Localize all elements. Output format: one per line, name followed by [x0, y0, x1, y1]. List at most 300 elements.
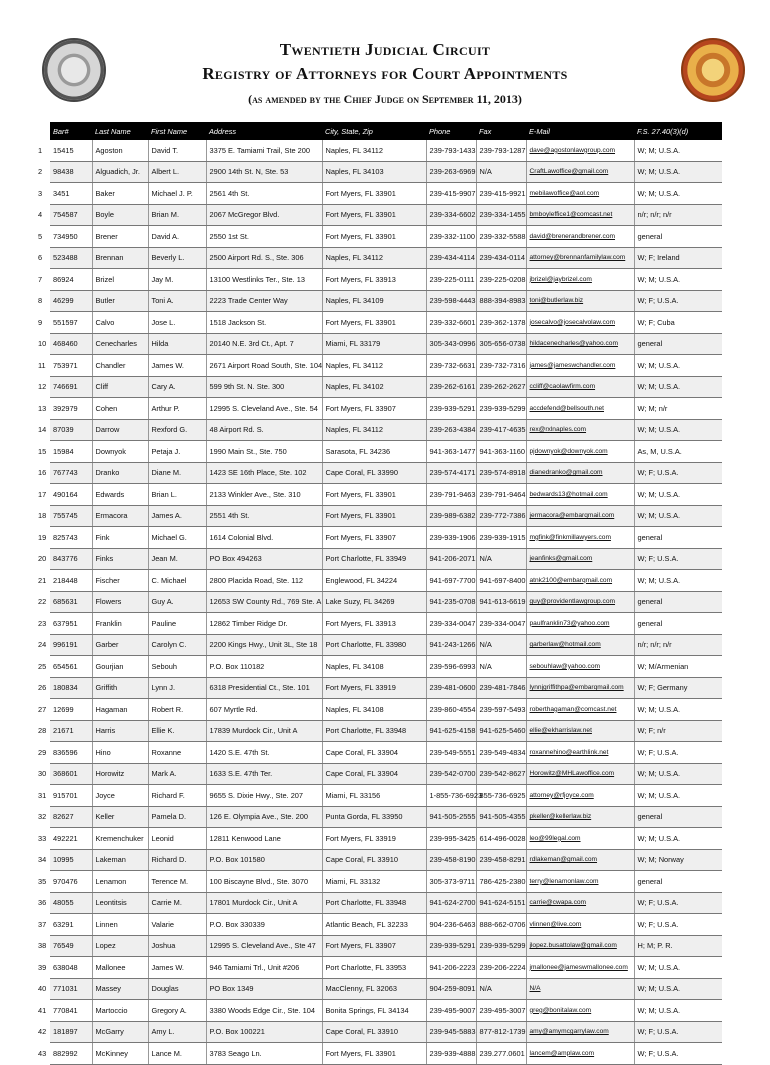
table-cell: 20140 N.E. 3rd Ct., Apt. 7 [206, 333, 322, 355]
table-cell: 3 3451 [50, 183, 92, 205]
table-cell: Naples, FL 34108 [322, 656, 426, 678]
table-cell: Jay M. [148, 269, 206, 291]
email-link[interactable]: rex@rxlnaples.com [526, 419, 634, 441]
table-row [50, 398, 722, 420]
table-cell: 39 638048 [50, 957, 92, 979]
table-cell: W; M; U.S.A. [634, 1000, 722, 1022]
table-cell: Butler [92, 290, 148, 312]
table-cell: Kremenchuker [92, 828, 148, 850]
row-number: 36 [38, 898, 47, 908]
column-header: First Name [148, 122, 206, 140]
table-cell: 2 98438 [50, 161, 92, 183]
table-cell: Dranko [92, 462, 148, 484]
table-cell: 239-334-0047 [426, 613, 476, 635]
table-cell: 786-425-2380 [476, 871, 526, 893]
table-cell: Harris [92, 720, 148, 742]
table-cell: 16 767743 [50, 462, 92, 484]
table-cell: 2551 4th St. [206, 505, 322, 527]
row-number: 42 [38, 1027, 47, 1037]
table-cell: general [634, 613, 722, 635]
email-link[interactable]: attorney@rfjoyce.com [526, 785, 634, 807]
table-cell: 1990 Main St., Ste. 750 [206, 441, 322, 463]
table-cell: 239-549-5551 [426, 742, 476, 764]
table-cell: 9655 S. Dixie Hwy., Ste. 207 [206, 785, 322, 807]
row-number: 22 [38, 597, 47, 607]
email-link[interactable]: terry@lenamonlaw.com [526, 871, 634, 893]
email-link[interactable]: dianedranko@gmail.com [526, 462, 634, 484]
email-link[interactable]: bmboyleffice1@comcast.net [526, 204, 634, 226]
table-row [50, 376, 722, 398]
email-link[interactable]: mgfink@finkmillawyers.com [526, 527, 634, 549]
table-cell: 239-791-9463 [426, 484, 476, 506]
email-link[interactable]: lancem@amplaw.com [526, 1043, 634, 1065]
table-cell: 941-624-2700 [426, 892, 476, 914]
table-cell: 239-542-0700 [426, 763, 476, 785]
table-cell: 41 770841 [50, 1000, 92, 1022]
table-cell: W; F; Ireland [634, 247, 722, 269]
table-cell: 2500 Airport Rd. S., Ste. 306 [206, 247, 322, 269]
table-cell: 239-334-6602 [426, 204, 476, 226]
table-cell: Finks [92, 548, 148, 570]
table-cell: Fort Myers, FL 33901 [322, 505, 426, 527]
table-cell: 239.277.0601 [476, 1043, 526, 1065]
email-link[interactable]: jeanfinks@gmail.com [526, 548, 634, 570]
email-link[interactable]: bedwards13@hotmail.com [526, 484, 634, 506]
table-cell: W; F; U.S.A. [634, 462, 722, 484]
table-cell: Fort Myers, FL 33901 [322, 226, 426, 248]
table-row [50, 677, 722, 699]
row-number: 31 [38, 790, 47, 800]
table-cell: 33 492221 [50, 828, 92, 850]
table-row [50, 849, 722, 871]
table-row [50, 269, 722, 291]
table-row [50, 656, 722, 678]
email-link[interactable]: vlinnen@live.com [526, 914, 634, 936]
table-cell: n/r; n/r; n/r [634, 204, 722, 226]
table-cell: 239-362-1378 [476, 312, 526, 334]
row-number: 14 [38, 425, 47, 435]
table-row [50, 1021, 722, 1043]
table-cell: 126 E. Olympia Ave., Ste. 200 [206, 806, 322, 828]
table-cell: 8 46299 [50, 290, 92, 312]
table-cell: 10 468460 [50, 333, 92, 355]
table-cell: Albert L. [148, 161, 206, 183]
table-cell: 1518 Jackson St. [206, 312, 322, 334]
table-cell: 941-697-8400 [476, 570, 526, 592]
table-cell: Keller [92, 806, 148, 828]
table-cell: Cliff [92, 376, 148, 398]
row-number: 18 [38, 511, 47, 521]
table-cell: 239-495-9007 [426, 1000, 476, 1022]
table-cell: Port Charlotte, FL 33948 [322, 720, 426, 742]
table-cell: Bonita Springs, FL 34134 [322, 1000, 426, 1022]
table-cell: H; M; P. R. [634, 935, 722, 957]
column-header: E-Mail [526, 122, 634, 140]
table-cell: Brennan [92, 247, 148, 269]
row-number: 39 [38, 962, 47, 972]
table-cell: 20 843776 [50, 548, 92, 570]
table-cell: Chandler [92, 355, 148, 377]
table-cell: P.O. Box 101580 [206, 849, 322, 871]
table-cell: Calvo [92, 312, 148, 334]
table-cell: Atlantic Beach, FL 32233 [322, 914, 426, 936]
email-link[interactable]: leo@99legal.com [526, 828, 634, 850]
table-cell: N/A [476, 161, 526, 183]
table-cell: 13 392979 [50, 398, 92, 420]
table-row [50, 355, 722, 377]
table-cell: Massey [92, 978, 148, 1000]
table-cell: Lenamon [92, 871, 148, 893]
table-cell: 25 654561 [50, 656, 92, 678]
column-header: Address [206, 122, 322, 140]
table-cell: Naples, FL 34108 [322, 699, 426, 721]
table-cell: Flowers [92, 591, 148, 613]
table-cell: Fort Myers, FL 33901 [322, 312, 426, 334]
table-cell: 12 746691 [50, 376, 92, 398]
table-cell: 18 755745 [50, 505, 92, 527]
title-line-2: Registry of Attorneys for Court Appointments [202, 64, 568, 83]
table-row [50, 763, 722, 785]
row-number: 20 [38, 554, 47, 564]
table-cell: 239-415-9907 [426, 183, 476, 205]
table-cell: 17801 Murdock Cir., Unit A [206, 892, 322, 914]
table-cell: 30 368601 [50, 763, 92, 785]
table-cell: Hilda [148, 333, 206, 355]
table-cell: 941-505-2555 [426, 806, 476, 828]
column-header: City, State, Zip [322, 122, 426, 140]
table-cell: Fort Myers, FL 33901 [322, 183, 426, 205]
table-cell: Pamela D. [148, 806, 206, 828]
table-cell: Fort Myers, FL 33913 [322, 269, 426, 291]
table-cell: Brener [92, 226, 148, 248]
email-link[interactable]: atnk2100@embarqmail.com [526, 570, 634, 592]
table-cell: W; F; U.S.A. [634, 1043, 722, 1065]
table-cell: Richard F. [148, 785, 206, 807]
table-cell: 855-736-6925 [476, 785, 526, 807]
table-cell: 2067 McGregor Blvd. [206, 204, 322, 226]
table-cell: general [634, 806, 722, 828]
table-cell: 4 754587 [50, 204, 92, 226]
email-link[interactable]: paulfranklin73@yahoo.com [526, 613, 634, 635]
table-cell: 305-656-0738 [476, 333, 526, 355]
row-number: 4 [38, 210, 43, 220]
table-cell: 239-939-4888 [426, 1043, 476, 1065]
table-cell: 19 825743 [50, 527, 92, 549]
table-cell: 2900 14th St. N, Ste. 53 [206, 161, 322, 183]
table-cell: 17839 Murdock Cir., Unit A [206, 720, 322, 742]
table-cell: 2800 Placida Road, Ste. 112 [206, 570, 322, 592]
row-number: 37 [38, 919, 47, 929]
table-cell: Guy A. [148, 591, 206, 613]
table-cell: 239-225-0111 [426, 269, 476, 291]
table-cell: Cenecharles [92, 333, 148, 355]
email-link[interactable]: Horowitz@MHLawoffice.com [526, 763, 634, 785]
table-cell: 239-458-8190 [426, 849, 476, 871]
table-cell: 239-598-4443 [426, 290, 476, 312]
table-cell: W; M; U.S.A. [634, 505, 722, 527]
table-cell: James A. [148, 505, 206, 527]
table-cell: 37 63291 [50, 914, 92, 936]
table-cell: 239-206-2224 [476, 957, 526, 979]
table-row [50, 505, 722, 527]
table-cell: Cape Coral, FL 33904 [322, 763, 426, 785]
table-cell: 6318 Presidential Ct., Ste. 101 [206, 677, 322, 699]
email-link[interactable]: greg@bonitalaw.com [526, 1000, 634, 1022]
table-cell: 3375 E. Tamiami Trail, Ste 200 [206, 140, 322, 161]
email-link[interactable]: ellie@ekharrislaw.net [526, 720, 634, 742]
table-cell: Brizel [92, 269, 148, 291]
table-cell: Jean M. [148, 548, 206, 570]
table-cell: 100 Biscayne Blvd., Ste. 3070 [206, 871, 322, 893]
email-link[interactable]: jmallonee@jameswmallonee.com [526, 957, 634, 979]
table-cell: W; M; U.S.A. [634, 183, 722, 205]
table-cell: Joyce [92, 785, 148, 807]
table-cell: W; F; U.S.A. [634, 1021, 722, 1043]
row-number: 35 [38, 876, 47, 886]
table-cell: Leonid [148, 828, 206, 850]
email-link[interactable]: james@jameswchandler.com [526, 355, 634, 377]
row-number: 40 [38, 984, 47, 994]
table-cell: Fort Myers, FL 33919 [322, 677, 426, 699]
row-number: 23 [38, 618, 47, 628]
row-number: 13 [38, 403, 47, 413]
row-number: 11 [38, 360, 46, 370]
email-link[interactable]: roberthagaman@comcast.net [526, 699, 634, 721]
email-link[interactable]: roxannehino@earthlink.net [526, 742, 634, 764]
table-cell: 239-262-2627 [476, 376, 526, 398]
email-link[interactable]: jermacora@embarqmail.com [526, 505, 634, 527]
table-row [50, 333, 722, 355]
table-cell: Hino [92, 742, 148, 764]
row-number: 34 [38, 855, 47, 865]
table-cell: 946 Tamiami Trl., Unit #206 [206, 957, 322, 979]
table-row [50, 548, 722, 570]
table-cell: 31 915701 [50, 785, 92, 807]
table-cell: W; M; U.S.A. [634, 699, 722, 721]
row-number: 17 [38, 489, 47, 499]
email-link[interactable]: guy@providentlawgroup.com [526, 591, 634, 613]
email-link[interactable]: N/A [526, 978, 634, 1000]
table-cell: 17 490164 [50, 484, 92, 506]
table-cell: 1 15415 [50, 140, 92, 161]
table-cell: W; M; U.S.A. [634, 785, 722, 807]
table-header-row [50, 122, 722, 140]
table-cell: 239-939-5291 [426, 398, 476, 420]
table-row [50, 806, 722, 828]
table-row [50, 462, 722, 484]
table-cell: 239-542-8627 [476, 763, 526, 785]
table-cell: 48 Airport Rd. S. [206, 419, 322, 441]
table-row [50, 699, 722, 721]
table-cell: 888-662-0706 [476, 914, 526, 936]
table-cell: 239-989-6382 [426, 505, 476, 527]
email-link[interactable]: david@brenerandbrener.com [526, 226, 634, 248]
email-link[interactable]: CraftLawoffice@gmail.com [526, 161, 634, 183]
table-cell: N/A [476, 978, 526, 1000]
table-cell: Valarie [148, 914, 206, 936]
email-link[interactable]: garberlaw@hotmail.com [526, 634, 634, 656]
table-cell: Fort Myers, FL 33901 [322, 204, 426, 226]
table-cell: W; M; U.S.A. [634, 376, 722, 398]
row-number: 28 [38, 726, 47, 736]
table-cell: Leontitsis [92, 892, 148, 914]
table-cell: W; M; n/r [634, 398, 722, 420]
table-cell: Carrie M. [148, 892, 206, 914]
table-cell: 2133 Winkler Ave., Ste. 310 [206, 484, 322, 506]
table-cell: N/A [476, 548, 526, 570]
column-header: Phone [426, 122, 476, 140]
table-cell: general [634, 591, 722, 613]
table-cell: 29 836596 [50, 742, 92, 764]
table-cell: 239-417-4635 [476, 419, 526, 441]
table-cell: 43 882992 [50, 1043, 92, 1065]
table-row [50, 441, 722, 463]
email-link[interactable]: dave@agostonlawgroup.com [526, 140, 634, 161]
table-row [50, 935, 722, 957]
subtitle: (as amended by the Chief Judge on September 11, 2013) [248, 92, 522, 106]
table-cell: 6 523488 [50, 247, 92, 269]
table-cell: Baker [92, 183, 148, 205]
table-cell: Cape Coral, FL 33910 [322, 1021, 426, 1043]
table-cell: Cohen [92, 398, 148, 420]
table-cell: 1-855-736-6923 [426, 785, 476, 807]
table-cell: 941-243-1266 [426, 634, 476, 656]
table-cell: Darrow [92, 419, 148, 441]
table-cell: Naples, FL 34112 [322, 247, 426, 269]
table-cell: As, M, U.S.A. [634, 441, 722, 463]
table-cell: 239-334-0047 [476, 613, 526, 635]
table-cell: 239-332-5588 [476, 226, 526, 248]
table-cell: 26 180834 [50, 677, 92, 699]
table-cell: Fort Myers, FL 33907 [322, 527, 426, 549]
table-cell: PO Box 1349 [206, 978, 322, 1000]
table-cell: P.O. Box 110182 [206, 656, 322, 678]
table-cell: 21 218448 [50, 570, 92, 592]
table-cell: 1420 S.E. 47th St. [206, 742, 322, 764]
row-number: 16 [38, 468, 47, 478]
table-cell: McKinney [92, 1043, 148, 1065]
table-cell: 239-995-3425 [426, 828, 476, 850]
email-link[interactable]: jlopez.busattolaw@gmail.com [526, 935, 634, 957]
table-cell: 14 87039 [50, 419, 92, 441]
table-cell: Horowitz [92, 763, 148, 785]
table-cell: C. Michael [148, 570, 206, 592]
title-line-1: Twentieth Judicial Circuit [279, 40, 491, 59]
table-row [50, 978, 722, 1000]
email-link[interactable]: rdlakeman@gmail.com [526, 849, 634, 871]
table-cell: 239-332-6601 [426, 312, 476, 334]
table-cell: 877-812-1739 [476, 1021, 526, 1043]
email-link[interactable]: ccliff@caolawfirm.com [526, 376, 634, 398]
email-link[interactable]: carrie@cwapa.com [526, 892, 634, 914]
table-cell: W; M; U.S.A. [634, 484, 722, 506]
table-cell: 239-458-8291 [476, 849, 526, 871]
table-cell: Rexford G. [148, 419, 206, 441]
table-cell: 13100 Westlinks Ter., Ste. 13 [206, 269, 322, 291]
email-link[interactable]: sebouhlaw@yahoo.com [526, 656, 634, 678]
table-cell: 239-597-5493 [476, 699, 526, 721]
table-cell: Port Charlotte, FL 33948 [322, 892, 426, 914]
table-cell: Miami, FL 33179 [322, 333, 426, 355]
email-link[interactable]: pjdownyok@downyok.com [526, 441, 634, 463]
table-cell: 40 771031 [50, 978, 92, 1000]
table-cell: Naples, FL 34112 [322, 140, 426, 161]
table-cell: Mallonee [92, 957, 148, 979]
email-link[interactable]: mebilawoffice@aol.com [526, 183, 634, 205]
table-row [50, 140, 722, 161]
table-cell: 12995 S. Cleveland Ave., Ste 47 [206, 935, 322, 957]
table-cell: 38 76549 [50, 935, 92, 957]
table-cell: 15 15984 [50, 441, 92, 463]
table-row [50, 742, 722, 764]
email-link[interactable]: jbrizel@jaybrizel.com [526, 269, 634, 291]
email-link[interactable]: amy@amymcgarrylaw.com [526, 1021, 634, 1043]
table-cell: general [634, 871, 722, 893]
row-number: 24 [38, 640, 47, 650]
table-row [50, 634, 722, 656]
table-cell: general [634, 226, 722, 248]
table-cell: Alguadich, Jr. [92, 161, 148, 183]
table-cell: W; F; U.S.A. [634, 914, 722, 936]
table-cell: 239-481-0600 [426, 677, 476, 699]
table-cell: 941-624-5151 [476, 892, 526, 914]
table-cell: Fort Myers, FL 33919 [322, 828, 426, 850]
email-link[interactable]: hildacenecharles@yahoo.com [526, 333, 634, 355]
table-cell: 305-373-9711 [426, 871, 476, 893]
table-cell: Lake Suzy, FL 34269 [322, 591, 426, 613]
email-link[interactable]: pkeller@kellerlaw.biz [526, 806, 634, 828]
table-cell: W; M/Armenian [634, 656, 722, 678]
email-link[interactable]: accdefend@bellsouth.net [526, 398, 634, 420]
table-cell: 239-793-1433 [426, 140, 476, 161]
table-cell: Miami, FL 33156 [322, 785, 426, 807]
row-number: 30 [38, 769, 47, 779]
table-cell: 904-259-8091 [426, 978, 476, 1000]
table-cell: 2223 Trade Center Way [206, 290, 322, 312]
table-cell: Jose L. [148, 312, 206, 334]
table-cell: 239-334-1455 [476, 204, 526, 226]
table-cell: W; M; Norway [634, 849, 722, 871]
table-row [50, 484, 722, 506]
email-link[interactable]: josecalvo@josecalvolaw.com [526, 312, 634, 334]
table-cell: Naples, FL 34109 [322, 290, 426, 312]
table-cell: Robert R. [148, 699, 206, 721]
table-cell: 239-793-1287 [476, 140, 526, 161]
table-cell: 2550 1st St. [206, 226, 322, 248]
table-cell: 239-434-4114 [426, 247, 476, 269]
email-link[interactable]: attorney@brennanfamilylaw.com [526, 247, 634, 269]
table-cell: W; F; n/r [634, 720, 722, 742]
table-cell: 239-732-6631 [426, 355, 476, 377]
table-cell: 22 685631 [50, 591, 92, 613]
table-cell: Garber [92, 634, 148, 656]
table-cell: W; M; U.S.A. [634, 828, 722, 850]
email-link[interactable]: lynnjgriffithpa@embarqmail.com [526, 677, 634, 699]
table-cell: Carolyn C. [148, 634, 206, 656]
table-cell: Ellie K. [148, 720, 206, 742]
table-row [50, 204, 722, 226]
email-link[interactable]: toni@butlerlaw.biz [526, 290, 634, 312]
table-cell: Fischer [92, 570, 148, 592]
table-cell: Naples, FL 34112 [322, 355, 426, 377]
table-cell: P.O. Box 330339 [206, 914, 322, 936]
table-row [50, 1043, 722, 1065]
column-header: Bar# [50, 122, 92, 140]
table-cell: Downyok [92, 441, 148, 463]
table-cell: 239-415-9921 [476, 183, 526, 205]
table-row [50, 720, 722, 742]
table-cell: 941-697-7700 [426, 570, 476, 592]
